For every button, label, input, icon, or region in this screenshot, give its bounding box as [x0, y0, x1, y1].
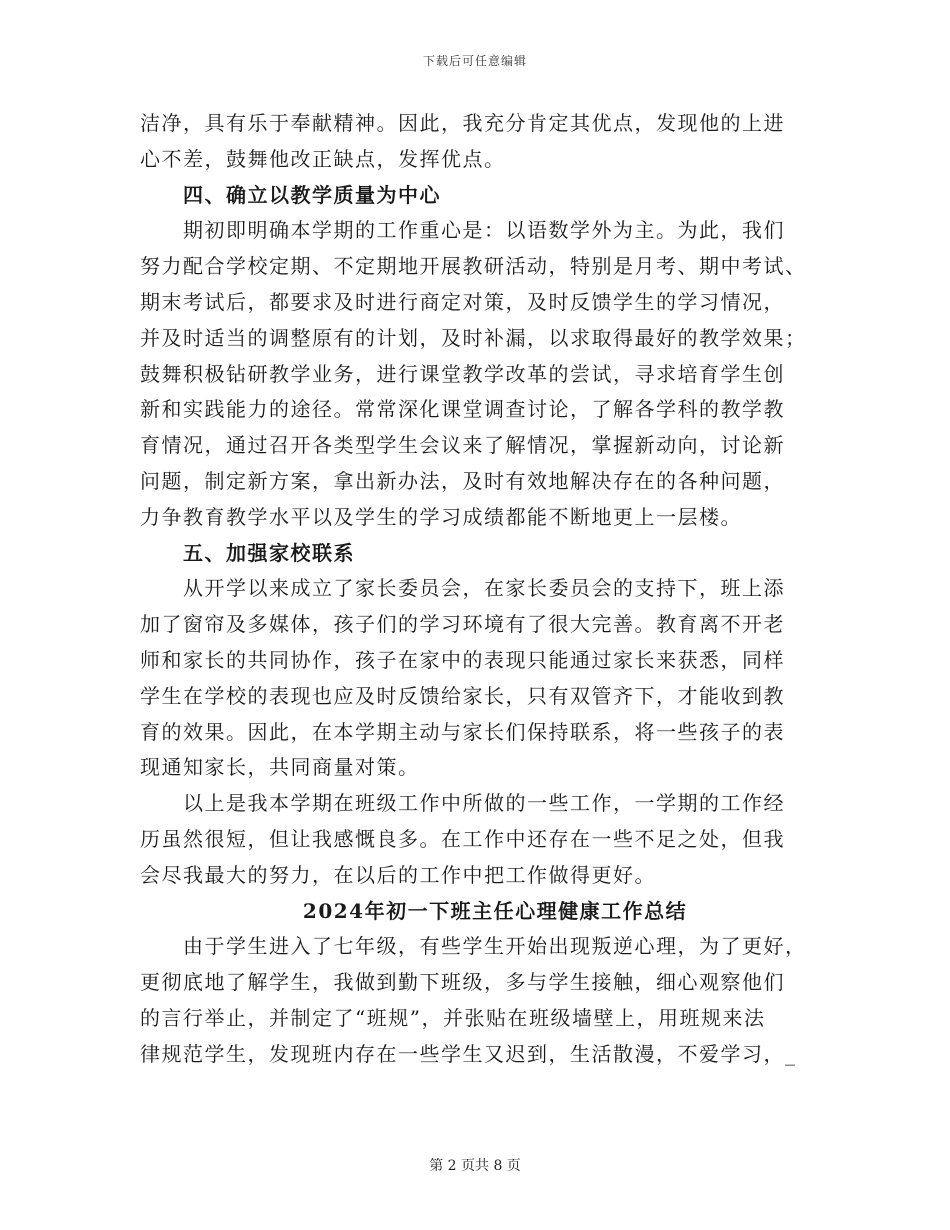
document-title: 2024年初一下班主任心理健康工作总结: [302, 898, 688, 923]
text-line: 新和实践能力的途径。常常深化课堂调查讨论，了解各学科的教学教: [140, 397, 785, 422]
text-line: 力争教育教学水平以及学生的学习成绩都能不断地更上一层楼。: [140, 504, 742, 529]
section-heading: 四、确立以教学质量为中心: [183, 182, 441, 207]
text-line: 期末考试后，都要求及时进行商定对策，及时反馈学生的学习情况，: [140, 289, 785, 314]
text-line: 现通知家长，共同商量对策。: [140, 755, 420, 780]
text-line: 加了窗帘及多媒体，孩子们的学习环境有了很大完善。教育离不开老: [140, 612, 785, 637]
text-line: 师和家长的共同协作，孩子在家中的表现只能通过家长来获悉，同样: [140, 647, 785, 672]
text-line: 育的效果。因此，在本学期主动与家长们保持联系，将一些孩子的表: [140, 719, 785, 744]
text-line: 心不差，鼓舞他改正缺点，发挥优点。: [140, 146, 506, 171]
document-body: [140, 106, 810, 1073]
section-heading: 五、加强家校联系: [183, 540, 355, 565]
text-line: 的言行举止，并制定了“班规”，并张贴在班级墙壁上，用班规来法: [140, 1005, 766, 1030]
text-line: 努力配合学校定期、不定期地开展教研活动，特别是月考、期中考试、: [140, 254, 807, 279]
page-number: 第 2 页共 8 页: [429, 1158, 521, 1174]
text-line: 历虽然很短，但让我感慨良多。在工作中还存在一些不足之处，但我: [140, 826, 785, 851]
text-line: 会尽我最大的努力，在以后的工作中把工作做得更好。: [140, 862, 656, 887]
text-line: 律规范学生，发现班内存在一些学生又迟到，生活散漫，不爱学习，_: [140, 1041, 797, 1066]
text-line: 更彻底地了解学生，我做到勤下班级，多与学生接触，细心观察他们: [140, 970, 785, 995]
paragraph-start: 由于学生进入了七年级，有些学生开始出现叛逆心理，为了更好，: [183, 934, 807, 959]
text-line: 学生在学校的表现也应及时反馈给家长，只有双管齐下，才能收到教: [140, 683, 785, 708]
text-line: 问题，制定新方案，拿出新办法，及时有效地解决存在的各种问题，: [140, 468, 785, 493]
page-header: 下载后可任意编辑: [422, 54, 527, 68]
text-line: 育情况，通过召开各类型学生会议来了解情况，掌握新动向，讨论新: [140, 433, 785, 458]
text-line: 鼓舞积极钻研教学业务，进行课堂教学改革的尝试，寻求培育学生创: [140, 361, 785, 386]
text-line: 洁净，具有乐于奉献精神。因此，我充分肯定其优点，发现他的上进: [140, 111, 785, 135]
text-line: 并及时适当的调整原有的计划，及时补漏，以求取得最好的教学效果；: [140, 325, 807, 350]
paragraph-start: 以上是我本学期在班级工作中所做的一些工作，一学期的工作经: [183, 791, 785, 816]
paragraph-start: 从开学以来成立了家长委员会，在家长委员会的支持下，班上添: [183, 576, 785, 601]
paragraph-start: 期初即明确本学期的工作重心是：以语数学外为主。为此，我们: [183, 218, 785, 243]
